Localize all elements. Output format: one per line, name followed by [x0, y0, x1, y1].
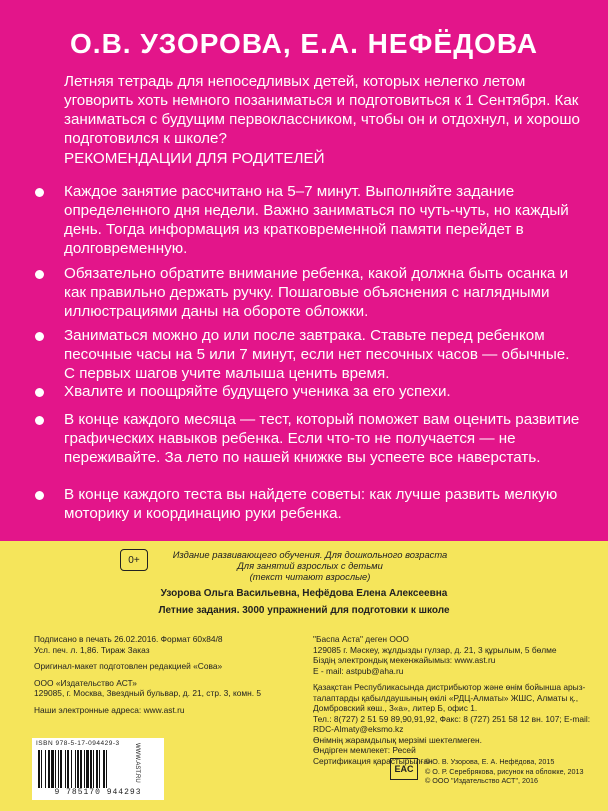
imprint-right-column [313, 634, 598, 766]
imprint-line: ООО «Издательство АСТ» [34, 677, 137, 688]
intro-paragraph: Летняя тетрадь для непоседливых детей, которых нелегко летом уговорить хоть немного позаниматься и подготовиться к 1 Сентября. Как заниматься с будущим первоклассником, чтобы он и отдохнул, и хорошо подготовился к школе? [64, 73, 580, 147]
imprint-line: Сертификация қарастырылған [313, 755, 433, 766]
bullet-item: Заниматься можно до или после завтрака. Ставьте перед ребенком песочные часы на 5 или 7 минут, если нет песочных часов — обычные. С первых шагов учите малыша ценить время. [64, 326, 584, 383]
isbn-barcode [32, 738, 164, 800]
imprint-line: Подписано в печать 26.02.2016. Формат 60x84/8 [34, 634, 223, 644]
imprint-line: 129085, г. Москва, Звездный бульвар, д. 21, стр. 3, комн. 5 [34, 688, 262, 698]
book-title: Летние задания. 3000 упражнений для подготовки к школе [158, 605, 450, 616]
isbn-text: ISBN 978-5-17-094429-3 [36, 740, 120, 747]
imprint-line: Наши электронные адреса: www.ast.ru [34, 704, 185, 715]
imprint-line: талаптарды қабылдаушының өкілі «РДЦ-Алматы» ЖШС, Алматы қ., [313, 692, 579, 703]
imprint-line: 129085 г. Мәскеу, жұлдызды гүлзар, д. 21, 3 құрылым, 5 бөлме [313, 644, 557, 655]
imprint-line: Усл. печ. л. 1,86. Тираж Заказ [34, 644, 150, 655]
imprint-line: Біздің электрондық мекенжайымыз: www.ast.ru [313, 655, 496, 665]
imprint-line: E - mail: astpub@aha.ru [313, 665, 404, 676]
author-full-names: Узорова Ольга Васильевна, Нефёдова Елена Алексеевна [160, 588, 448, 599]
copyright-line: © О. В. Узорова, Е. А. Нефёдова, 2015 [425, 757, 555, 766]
imprint-left-column [34, 634, 294, 715]
imprint-line: "Баспа Аста" деген ООО [313, 634, 409, 644]
imprint-line: Тел.: 8(727) 2 51 59 89,90,91,92, Факс: 8 (727) 251 58 12 вн. 107; E-mail: [313, 713, 591, 724]
barcode-bars [38, 750, 158, 788]
bullet-item: В конце каждого теста вы найдете советы: как лучше развить мелкую моторику и координацию руки ребенка. [64, 485, 584, 523]
imprint-line: Қазақстан Республикасында дистрибьютор және өнім бойынша арыз- [313, 682, 586, 692]
copyright-line: © ООО "Издательство АСТ", 2016 [425, 776, 538, 785]
imprint-line: RDC-Almaty@eksmo.kz [313, 724, 404, 734]
bullet-item: Каждое занятие рассчитано на 5–7 минут. Выполняйте задание определенного дня недели. Важно заниматься по чуть-чуть, но каждый день. Тогда информация из кратковременной памяти перейдет в долговременную. [64, 182, 584, 258]
bullet-item: Хвалите и поощряйте будущего ученика за его успехи. [64, 382, 584, 401]
copyright-line: © О. Р. Серебрякова, рисунок на обложке, 2013 [425, 766, 584, 776]
copyright-block [425, 757, 605, 786]
bullet-item: Обязательно обратите внимание ребенка, какой должна быть осанка и как правильно держать ручку. Пошаговые объяснения с наглядными иллюстрациями даны на обороте обложки. [64, 264, 584, 321]
age-rating-badge: 0+ [120, 549, 148, 571]
imprint-line: Өнімнің жарамдылық мерзімі шектелмеген. [313, 734, 482, 745]
website-vertical: WWW.AST.RU [134, 743, 140, 783]
recommendations-heading: РЕКОМЕНДАЦИИ ДЛЯ РОДИТЕЛЕЙ [64, 150, 325, 167]
eac-mark: EAC [390, 758, 418, 780]
imprint-line: Өндірген мемлекет: Ресей [313, 745, 416, 755]
imprint-panel [0, 541, 608, 811]
barcode-digits: 9 785170 944293 [54, 788, 142, 797]
edition-note: Издание развивающего обучения. Для дошкольного возраста Для занятий взрослых с детьми (текст читают взрослые) [172, 549, 448, 582]
bullet-item: В конце каждого месяца — тест, который поможет вам оценить развитие графических навыков ребенка. Если что-то не получается — не переживайте. За лето по нашей книжке вы успеете все наверстать. [64, 410, 584, 467]
authors-heading: О.В. УЗОРОВА, Е.А. НЕФЁДОВА [70, 28, 538, 59]
imprint-line: Оригинал-макет подготовлен редакцией «Сова» [34, 661, 223, 671]
imprint-line: Домбровский көш., 3«а», литер Б, офис 1. [313, 703, 478, 713]
